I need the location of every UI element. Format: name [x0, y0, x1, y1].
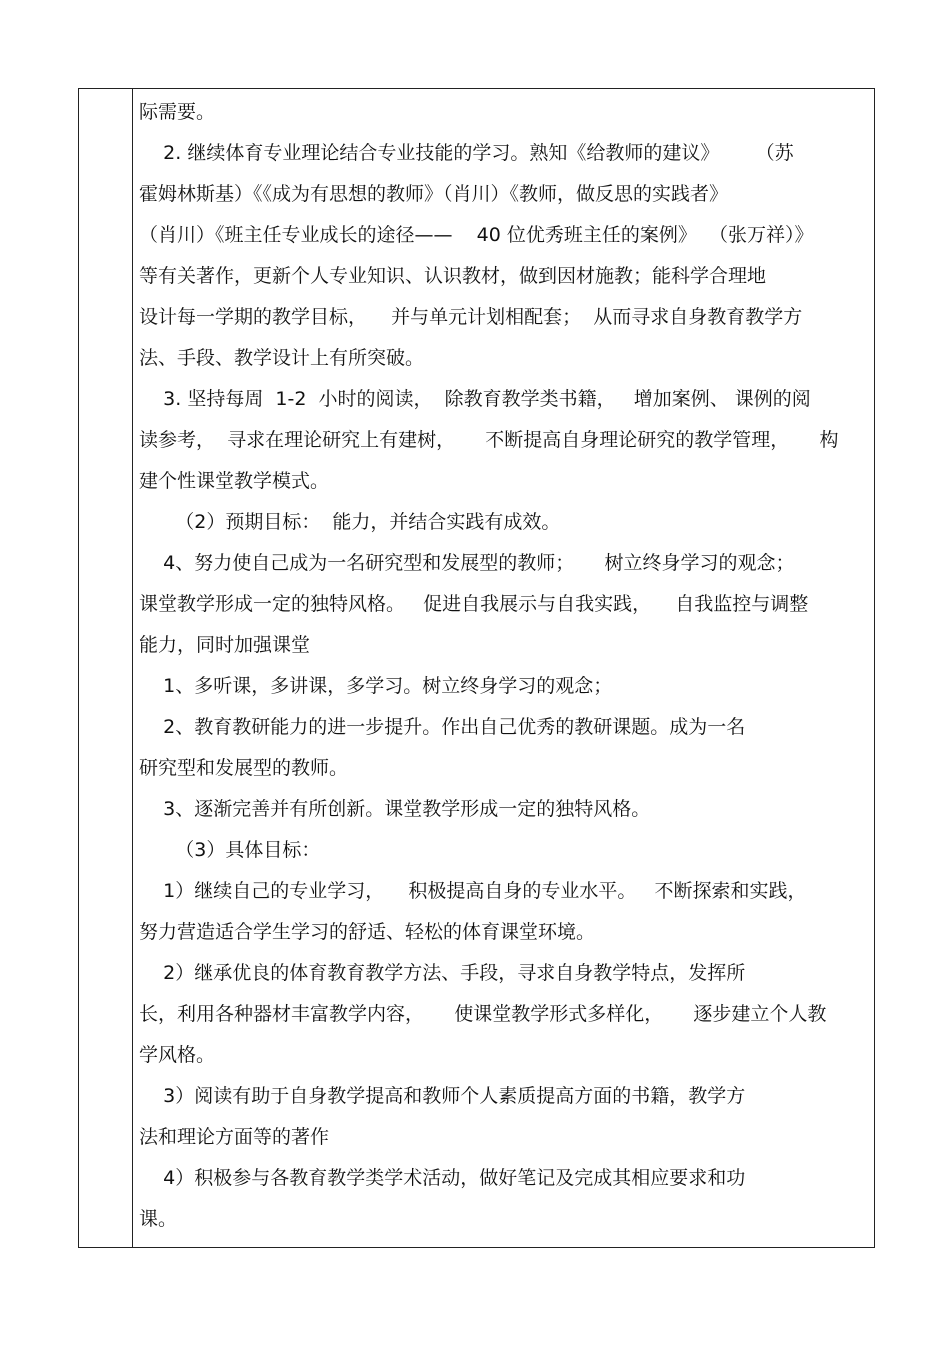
text-line: 3、逐渐完善并有所创新。课堂教学形成一定的独特风格。	[139, 798, 651, 820]
text-line: 能力，同时加强课堂	[139, 634, 311, 656]
text-line: 课。	[139, 1208, 178, 1230]
text-line: 长，利用各种器材丰富教学内容， 使课堂教学形式多样化， 逐步建立个人教	[139, 1003, 827, 1025]
text-line: 课堂教学形成一定的独特风格。 促进自我展示与自我实践， 自我监控与调整	[139, 593, 809, 615]
document-body	[139, 92, 865, 1240]
text-line: 2. 继续体育专业理论结合专业技能的学习。熟知《给教师的建议》 （苏	[139, 142, 794, 164]
text-line: 际需要。	[139, 101, 216, 123]
text-line: （3）具体目标：	[139, 839, 321, 861]
text-line: 法、手段、教学设计上有所突破。	[139, 347, 425, 369]
text-line: 读参考， 寻求在理论研究上有建树， 不断提高自身理论研究的教学管理， 构	[139, 429, 839, 451]
column-divider	[132, 88, 133, 1248]
text-line: 研究型和发展型的教师。	[139, 757, 349, 779]
text-line: 建个性课堂教学模式。	[139, 470, 330, 492]
text-line: 2、教育教研能力的进一步提升。作出自己优秀的教研课题。成为一名	[139, 716, 746, 738]
text-line: 等有关著作，更新个人专业知识、认识教材，做到因材施教；能科学合理地	[139, 265, 767, 287]
text-line: 2）继承优良的体育教育教学方法、手段，寻求自身教学特点，发挥所	[139, 962, 746, 984]
text-line: （2）预期目标： 能力，并结合实践有成效。	[139, 511, 561, 533]
text-line: 1）继续自己的专业学习， 积极提高自身的专业水平。 不断探索和实践，	[139, 880, 807, 902]
text-line: 霍姆林斯基）《《成为有思想的教师》（肖川）《教师，做反思的实践者》	[139, 183, 729, 205]
text-line: 学风格。	[139, 1044, 216, 1066]
text-line: 1、多听课，多讲课，多学习。树立终身学习的观念；	[139, 675, 613, 697]
text-line: （肖川）《班主任专业成长的途径—— 40 位优秀班主任的案例》 （张万祥）》	[139, 224, 814, 246]
text-line: 3）阅读有助于自身教学提高和教师个人素质提高方面的书籍，教学方	[139, 1085, 746, 1107]
text-line: 4）积极参与各教育教学类学术活动，做好笔记及完成其相应要求和功	[139, 1167, 746, 1189]
text-line: 3. 坚持每周 1-2 小时的阅读， 除教育教学类书籍， 增加案例、 课例的阅	[139, 388, 811, 410]
text-line: 努力营造适合学生学习的舒适、轻松的体育课堂环境。	[139, 921, 596, 943]
text-line: 法和理论方面等的著作	[139, 1126, 330, 1148]
text-line: 4、努力使自己成为一名研究型和发展型的教师； 树立终身学习的观念；	[139, 552, 795, 574]
text-line: 设计每一学期的教学目标， 并与单元计划相配套； 从而寻求自身教育教学方	[139, 306, 803, 328]
